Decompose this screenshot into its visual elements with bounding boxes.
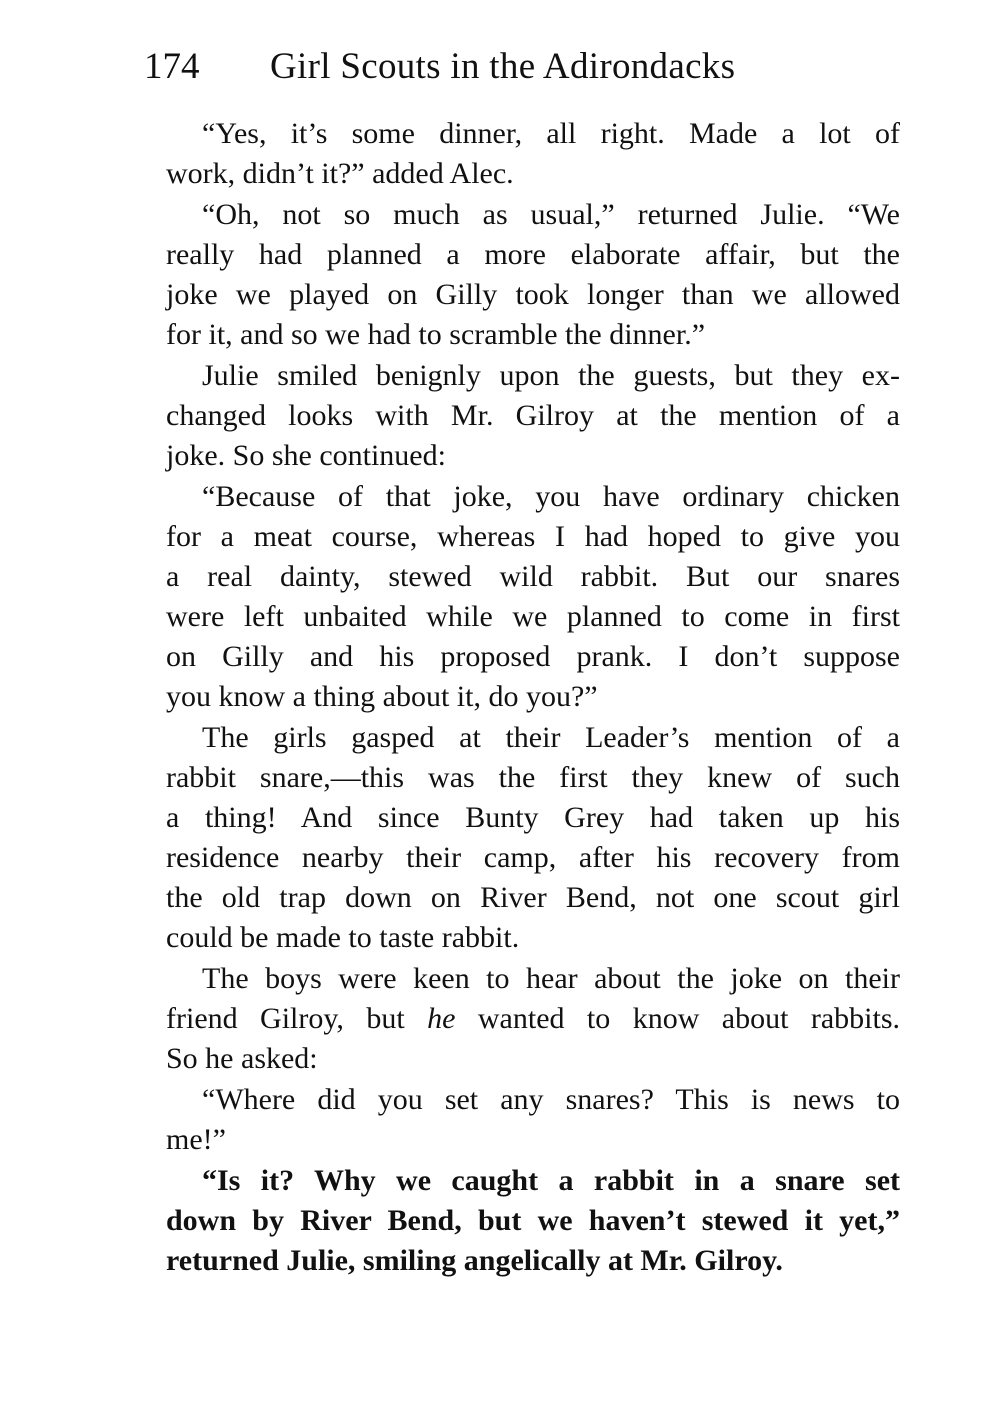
text-line: “Oh, not so much as usual,” returned Julie. “We: [202, 198, 900, 231]
text-line: for it, and so we had to scramble the dinner.”: [166, 318, 706, 351]
text-line: joke. So she continued:: [166, 439, 446, 472]
text-line: The girls gasped at their Leader’s mention of a: [202, 721, 900, 754]
line-text: So he asked:: [166, 1042, 318, 1075]
paragraph: [166, 1161, 900, 1281]
text-line: “Because of that joke, you have ordinary chicken: [202, 480, 900, 513]
line-text: The boys were keen to hear about the joke on their: [202, 962, 900, 995]
text-line: “Where did you set any snares? This is news to: [202, 1083, 900, 1116]
text-line: [166, 959, 900, 999]
page-number: 174: [144, 46, 200, 87]
text-line: could be made to taste rabbit.: [166, 921, 520, 954]
text-line: really had planned a more elaborate affair, but the: [166, 238, 900, 271]
text-line: “Is it? Why we caught a rabbit in a snare set: [202, 1164, 900, 1197]
paragraph: [166, 959, 900, 1079]
text-line: the old trap down on River Bend, not one scout girl: [166, 881, 900, 914]
running-title: Girl Scouts in the Adirondacks: [270, 46, 736, 87]
line-text: friend Gilroy, but: [166, 1002, 428, 1035]
line-text: wanted to know about rabbits.: [455, 1002, 901, 1035]
paragraph: [166, 114, 900, 194]
text-line: [166, 1039, 900, 1079]
emphasis: he: [427, 1002, 456, 1035]
text-line: were left unbaited while we planned to come in first: [166, 600, 900, 633]
body-text: [166, 114, 900, 1281]
paragraph: [166, 477, 900, 717]
text-line: for a meat course, whereas I had hoped to give you: [166, 520, 900, 553]
text-line: joke we played on Gilly took longer than we allowed: [166, 278, 900, 311]
text-line: returned Julie, smiling angelically at Mr. Gilroy.: [166, 1244, 783, 1277]
text-line: changed looks with Mr. Gilroy at the mention of a: [166, 399, 900, 432]
text-line: work, didn’t it?” added Alec.: [166, 157, 514, 190]
paragraph: [166, 356, 900, 476]
paragraph: [166, 718, 900, 958]
text-line: a real dainty, stewed wild rabbit. But our snares: [166, 560, 900, 593]
text-line: rabbit snare,—this was the first they knew of such: [166, 761, 900, 794]
text-line: on Gilly and his proposed prank. I don’t suppose: [166, 640, 900, 673]
text-line: [166, 999, 900, 1039]
text-line: Julie smiled benignly upon the guests, but they ex-: [202, 359, 900, 392]
paragraph: [166, 195, 900, 355]
paragraph: [166, 1080, 900, 1160]
text-line: “Yes, it’s some dinner, all right. Made a lot of: [202, 117, 900, 150]
text-line: residence nearby their camp, after his recovery from: [166, 841, 900, 874]
text-line: down by River Bend, but we haven’t stewed it yet,”: [166, 1204, 900, 1237]
text-line: you know a thing about it, do you?”: [166, 680, 598, 713]
text-line: me!”: [166, 1123, 226, 1156]
text-line: a thing! And since Bunty Grey had taken up his: [166, 801, 900, 834]
